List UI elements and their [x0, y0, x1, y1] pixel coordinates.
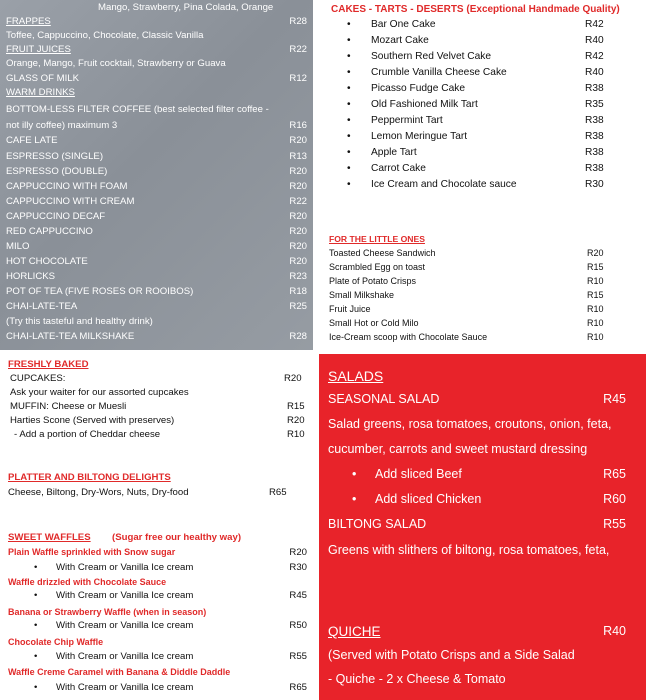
cake-price: R30: [585, 179, 604, 190]
cake-price: R38: [585, 147, 604, 158]
baked-heading: FRESHLY BAKED: [8, 359, 89, 370]
bullet-icon: •: [352, 492, 357, 506]
waffle-addon: With Cream or Vanilla Ice cream: [56, 562, 194, 573]
drink-price: R20: [289, 135, 307, 146]
kids-item: Small Hot or Cold Milo: [329, 318, 419, 328]
cake-price: R42: [585, 19, 604, 30]
drink-name: MILO: [6, 241, 30, 252]
juices-flavours: Orange, Mango, Fruit cocktail, Strawberry or Guava: [6, 58, 226, 69]
kids-price: R10: [587, 304, 604, 314]
frappes-flavours: Toffee, Cappuccino, Chocolate, Classic Vanilla: [6, 30, 204, 41]
bullet-icon: •: [347, 163, 351, 174]
cake-price: R38: [585, 131, 604, 142]
salads-panel: [319, 354, 646, 700]
bullet-icon: •: [347, 115, 351, 126]
kids-price: R10: [587, 332, 604, 342]
milk-price: R12: [289, 73, 307, 84]
drink-price: R25: [289, 301, 307, 312]
bullet-icon: •: [347, 83, 351, 94]
waffle-name: Waffle Creme Caramel with Banana & Diddle Daddle: [8, 667, 231, 677]
drink-name: RED CAPPUCCINO: [6, 226, 93, 237]
cake-name: Mozart Cake: [371, 35, 429, 46]
drink-name: CAPPUCCINO WITH FOAM: [6, 181, 128, 192]
waffle-addon: With Cream or Vanilla Ice cream: [56, 620, 194, 631]
kids-item: Toasted Cheese Sandwich: [329, 248, 436, 258]
cake-price: R35: [585, 99, 604, 110]
quiche-desc: (Served with Potato Crisps and a Side Salad: [328, 648, 575, 662]
platter-price: R65: [269, 487, 287, 498]
frappes-heading: FRAPPES: [6, 16, 51, 27]
cupcakes-price: R20: [284, 373, 302, 384]
cake-name: Carrot Cake: [371, 163, 426, 174]
waffle-addon: With Cream or Vanilla Ice cream: [56, 651, 194, 662]
smoothie-flavours: Mango, Strawberry, Pina Colada, Orange: [98, 2, 274, 13]
kids-price: R10: [587, 276, 604, 286]
drink-name: CAPPUCCINO WITH CREAM: [6, 196, 135, 207]
beef-price: R65: [603, 467, 626, 481]
biltong-desc: Greens with slithers of biltong, rosa tomatoes, feta,: [328, 543, 610, 557]
juices-heading: FRUIT JUICES: [6, 44, 71, 55]
bullet-icon: •: [347, 131, 351, 142]
cake-name: Lemon Meringue Tart: [371, 131, 468, 142]
biltong-price: R55: [603, 517, 626, 531]
waffle-addon-price: R50: [289, 620, 307, 631]
bullet-icon: •: [347, 51, 351, 62]
waffles-note: (Sugar free our healthy way): [112, 532, 242, 543]
cake-price: R42: [585, 51, 604, 62]
bullet-icon: •: [34, 682, 38, 693]
bullet-icon: •: [347, 35, 351, 46]
waffles-heading: SWEET WAFFLES: [8, 532, 91, 543]
waffle-addon-price: R45: [289, 590, 307, 601]
juices-price: R22: [289, 44, 307, 55]
kids-heading: FOR THE LITTLE ONES: [329, 234, 425, 244]
drink-name: ESPRESSO (SINGLE): [6, 151, 104, 162]
waffle-name: Banana or Strawberry Waffle (when in season): [8, 607, 207, 617]
bullet-icon: •: [347, 179, 351, 190]
kids-item: Fruit Juice: [329, 304, 371, 314]
cakes-panel: [319, 0, 646, 350]
frappes-price: R28: [289, 16, 307, 27]
bullet-icon: •: [34, 651, 38, 662]
seasonal-label: SEASONAL SALAD: [328, 392, 440, 406]
baked-panel: [0, 354, 313, 700]
kids-price: R15: [587, 262, 604, 272]
kids-price: R20: [587, 248, 604, 258]
waffle-name: Waffle drizzled with Chocolate Sauce: [8, 577, 167, 587]
drink-price: R23: [289, 271, 307, 282]
cheddar-price: R10: [287, 429, 305, 440]
beef-label: Add sliced Beef: [375, 467, 462, 481]
drink-price: R20: [289, 226, 307, 237]
milkshake-price: R28: [289, 331, 307, 342]
waffle-addon: With Cream or Vanilla Ice cream: [56, 682, 194, 693]
drink-name: HORLICKS: [6, 271, 56, 282]
cake-price: R38: [585, 115, 604, 126]
kids-price: R10: [587, 318, 604, 328]
cake-name: Apple Tart: [371, 147, 417, 158]
quiche-price: R40: [603, 624, 626, 638]
drink-name: CAPPUCCINO DECAF: [6, 211, 106, 222]
waffle-addon: With Cream or Vanilla Ice cream: [56, 590, 194, 601]
cupcakes-note: Ask your waiter for our assorted cupcakes: [10, 387, 189, 398]
drink-price: R20: [289, 241, 307, 252]
cake-price: R40: [585, 35, 604, 46]
waffle-addon-price: R65: [289, 682, 307, 693]
bullet-icon: •: [34, 590, 38, 601]
drink-name: ESPRESSO (DOUBLE): [6, 166, 108, 177]
cake-price: R38: [585, 83, 604, 94]
kids-item: Scrambled Egg on toast: [329, 262, 426, 272]
drink-name: CAFE LATE: [6, 135, 58, 146]
drink-name: CHAI-LATE-TEA: [6, 301, 78, 312]
drink-price: R18: [289, 286, 307, 297]
scone-price: R20: [287, 415, 305, 426]
chicken-price: R60: [603, 492, 626, 506]
bullet-icon: •: [347, 67, 351, 78]
bullet-icon: •: [347, 99, 351, 110]
scone-label: Harties Scone (Served with preserves): [10, 415, 175, 426]
waffle-addon-price: R30: [289, 562, 307, 573]
cakes-heading: CAKES - TARTS - DESERTS (Exceptional Handmade Quality): [331, 4, 620, 15]
milkshake-label: CHAI-LATE-TEA MILKSHAKE: [6, 331, 135, 342]
cake-name: Crumble Vanilla Cheese Cake: [371, 67, 507, 78]
muffin-label: MUFFIN: Cheese or Muesli: [10, 401, 127, 412]
chai-note: (Try this tasteful and healthy drink): [6, 316, 153, 327]
drinks-panel: [0, 0, 313, 350]
cheddar-label: - Add a portion of Cheddar cheese: [14, 429, 161, 440]
waffle-addon-price: R55: [289, 651, 307, 662]
drink-price: R22: [289, 196, 307, 207]
cake-name: Picasso Fudge Cake: [371, 83, 466, 94]
bullet-icon: •: [34, 562, 38, 573]
milk-label: GLASS OF MILK: [6, 73, 80, 84]
chicken-label: Add sliced Chicken: [375, 492, 482, 506]
cake-name: Old Fashioned Milk Tart: [371, 99, 478, 110]
quiche-option: - Quiche - 2 x Cheese & Tomato: [328, 672, 506, 686]
cupcakes-label: CUPCAKES:: [10, 373, 66, 384]
cake-name: Southern Red Velvet Cake: [371, 51, 492, 62]
cake-name: Bar One Cake: [371, 19, 436, 30]
drink-price: R20: [289, 256, 307, 267]
warm-drinks-heading: WARM DRINKS: [6, 87, 75, 98]
filter-coffee-line1: BOTTOM-LESS FILTER COFFEE (best selected filter coffee -: [6, 104, 269, 115]
filter-coffee-price: R16: [289, 120, 307, 131]
cake-price: R38: [585, 163, 604, 174]
drink-price: R13: [289, 151, 307, 162]
kids-item: Plate of Potato Crisps: [329, 276, 417, 286]
kids-item: Ice-Cream scoop with Chocolate Sauce: [329, 332, 488, 342]
bullet-icon: •: [347, 19, 351, 30]
seasonal-desc1: Salad greens, rosa tomatoes, croutons, onion, feta,: [328, 417, 612, 431]
drink-price: R20: [289, 181, 307, 192]
bullet-icon: •: [34, 620, 38, 631]
kids-item: Small Milkshake: [329, 290, 395, 300]
bullet-icon: •: [347, 147, 351, 158]
platter-label: Cheese, Biltong, Dry-Wors, Nuts, Dry-food: [8, 487, 189, 498]
waffle-price: R20: [289, 547, 307, 558]
kids-price: R15: [587, 290, 604, 300]
seasonal-price: R45: [603, 392, 626, 406]
drink-price: R20: [289, 166, 307, 177]
bullet-icon: •: [352, 467, 357, 481]
waffle-name: Plain Waffle sprinkled with Snow sugar: [8, 547, 176, 557]
filter-coffee-line2: not illy coffee) maximum 3: [6, 120, 118, 131]
biltong-label: BILTONG SALAD: [328, 517, 427, 531]
cake-name: Ice Cream and Chocolate sauce: [371, 179, 517, 190]
drink-price: R20: [289, 211, 307, 222]
cake-name: Peppermint Tart: [371, 115, 443, 126]
seasonal-desc2: cucumber, carrots and sweet mustard dressing: [328, 442, 588, 456]
drink-name: POT OF TEA (FIVE ROSES OR ROOIBOS): [6, 286, 194, 297]
cake-price: R40: [585, 67, 604, 78]
muffin-price: R15: [287, 401, 305, 412]
drink-name: HOT CHOCOLATE: [6, 256, 88, 267]
platter-heading: PLATTER AND BILTONG DELIGHTS: [8, 472, 171, 483]
quiche-label: QUICHE: [328, 624, 381, 639]
waffle-name: Chocolate Chip Waffle: [8, 637, 104, 647]
salads-heading: SALADS: [328, 368, 384, 384]
